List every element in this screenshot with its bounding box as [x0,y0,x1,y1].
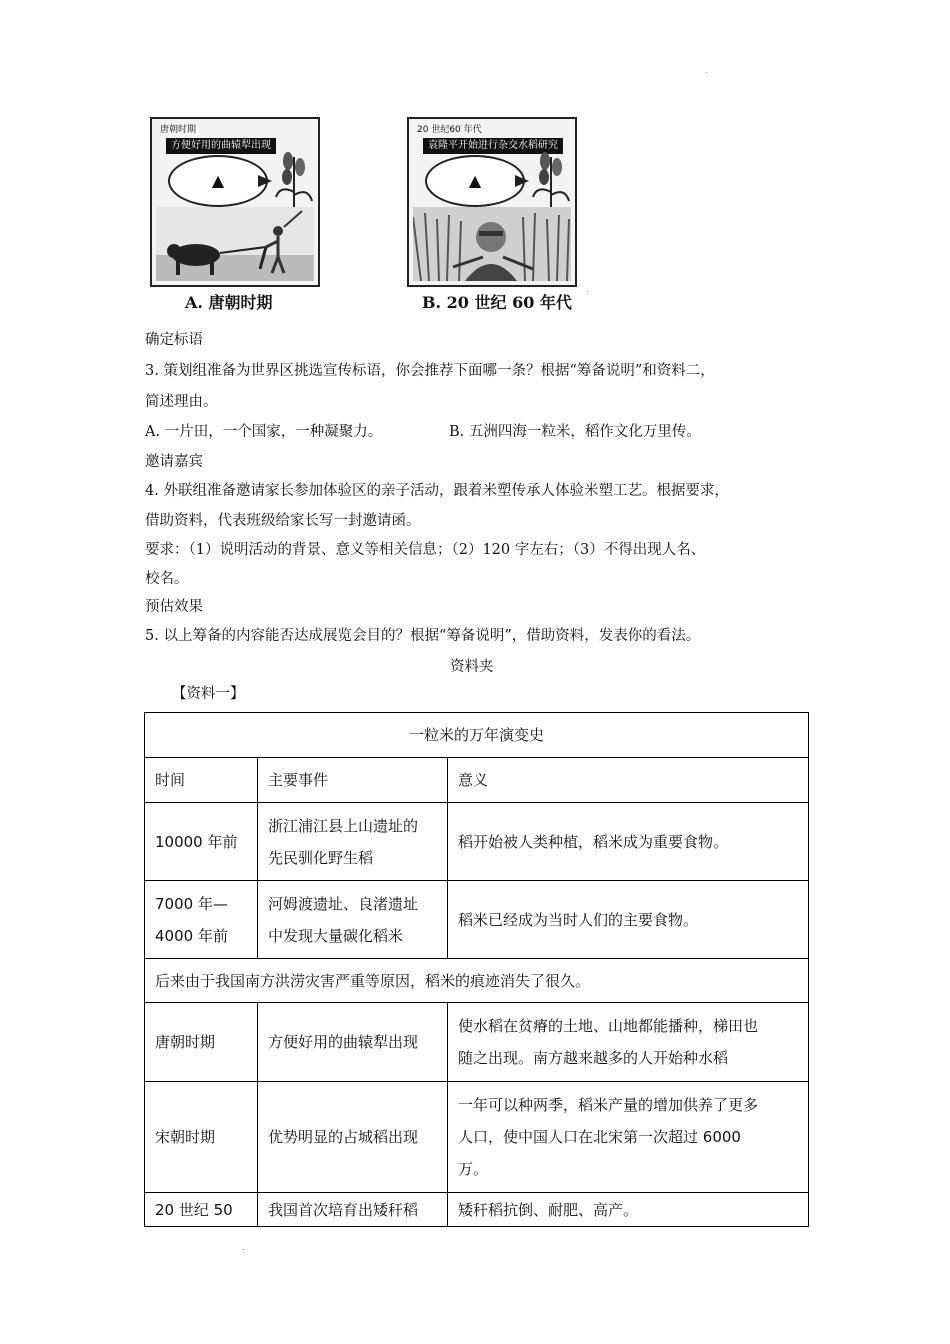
cell-line: 浙江浦江县上山遗址的 [268,816,419,835]
cell-line: 7000 年— [155,894,228,913]
table-row [145,803,809,881]
scan-speck [706,72,707,73]
speech-bubble-tail [515,175,529,187]
cell-line: 20 世纪 50 [155,1200,233,1219]
question-4-line-1: 4. 外联组准备邀请家长参加体验区的亲子活动，跟着米塑传承人体验米塑工艺。根据要求， [145,483,729,499]
section-heading-invite: 邀请嘉宾 [145,454,203,470]
cell-line: 中发现大量碳化稻米 [268,926,404,945]
panel-caption-b: B. 20 世纪 60 年代 [422,293,572,312]
speech-bubble-tail [258,175,272,187]
cell-meaning [448,1003,809,1082]
farmer-ox-plow-illustration [156,207,314,281]
header-meaning: 意义 [448,758,809,803]
table-row [145,1003,809,1082]
section-heading-slogan: 确定标语 [145,332,203,348]
header-time: 时间 [145,758,258,803]
blank-placeholder: ▲ [468,171,482,190]
table-row [145,1082,809,1193]
cell-full-width: 后来由于我国南方洪涝灾害严重等原因，稻米的痕迹消失了很久。 [145,959,809,1003]
material-one-label: 【资料一】 [172,686,245,702]
cell-line: 优势明显的占城稻出现 [268,1128,419,1146]
cell-line: 我国首次培育出矮秆稻 [268,1200,419,1219]
scientist-rice-field-illustration [413,207,571,281]
cell-line: 10000 年前 [155,832,238,851]
cell-time [145,1003,258,1082]
cell-meaning [448,1082,809,1193]
illustration-panel-tang [150,117,320,287]
cell-line: 随之出现。南方越来越多的人开始种水稻 [458,1049,729,1067]
cell-line: 稻开始被人类种植，稻米成为重要食物。 [458,832,729,851]
cell-line: 一年可以种两季，稻米产量的增加供养了更多 [458,1096,759,1114]
cell-time [145,1082,258,1193]
question-3-line-1: 3. 策划组准备为世界区挑选宣传标语，你会推荐下面哪一条？根据“筹备说明”和资料二， [145,363,715,379]
option-a: A. 一片田，一个国家，一种凝聚力。 [145,424,383,440]
blank-placeholder: ▲ [211,171,225,190]
cell-line: 人口，使中国人口在北宋第一次超过 6000 [458,1128,741,1146]
cell-meaning [448,803,809,881]
cell-line: 宋朝时期 [155,1128,216,1146]
cell-line: 唐朝时期 [155,1033,216,1051]
panel-era-label: 20 世纪60 年代 [417,125,482,135]
cell-time [145,881,258,959]
cell-time [145,1193,258,1227]
speech-bubble [168,155,268,207]
cell-event [258,1193,448,1227]
table-row [145,1193,809,1227]
section-heading-effect: 预估效果 [145,599,203,615]
panel-event-banner: 袁隆平开始进行杂交水稻研究 [423,138,563,154]
cell-event [258,1082,448,1193]
cell-line: 方便好用的曲辕犁出现 [268,1033,419,1051]
cell-meaning [448,1193,809,1227]
table-row [145,881,809,959]
folder-title: 资料夹 [450,659,494,675]
table-row-full [145,959,809,1003]
rice-plant-icon [531,147,571,207]
table-header-row [145,758,809,803]
question-4-line-2: 借助资料，代表班级给家长写一封邀请函。 [145,513,421,529]
cell-event [258,1003,448,1082]
question-4-requirements: 要求：（1）说明活动的背景、意义等相关信息；（2）120 字左右；（3）不得出现人名、 [145,542,706,558]
cell-line: 稻米已经成为当时人们的主要食物。 [458,910,699,929]
cell-line: 河姆渡遗址、良渚遗址 [268,894,419,913]
panel-event-banner: 方便好用的曲辕犁出现 [166,138,276,154]
question-4-requirements-cont: 校名。 [145,571,189,587]
option-b: B. 五洲四海一粒米，稻作文化万里传。 [449,424,701,440]
cell-time [145,803,258,881]
cell-line: 先民驯化野生稻 [268,848,374,867]
cell-event [258,803,448,881]
illustration-panel-1960s [407,117,577,287]
cell-line: 矮秆稻抗倒、耐肥、高产。 [458,1200,639,1219]
table-title-row [145,713,809,758]
cell-line: 使水稻在贫瘠的土地、山地都能播种，梯田也 [458,1017,759,1035]
speech-bubble [425,155,525,207]
rice-plant-icon [274,147,314,207]
table-title: 一粒米的万年演变史 [145,713,809,758]
scan-speck [243,1249,244,1250]
panel-caption-a: A. 唐朝时期 [185,293,273,312]
question-3-line-2: 简述理由。 [145,394,218,410]
panel-era-label: 唐朝时期 [160,125,197,135]
header-event: 主要事件 [258,758,448,803]
cell-event [258,881,448,959]
rice-history-table [144,712,809,1227]
cell-meaning [448,881,809,959]
scan-speck [587,291,588,292]
cell-line: 万。 [458,1160,489,1178]
cell-line: 4000 年前 [155,926,228,945]
question-5: 5. 以上筹备的内容能否达成展览会目的？根据“筹备说明”，借助资料，发表你的看法。 [145,628,701,644]
